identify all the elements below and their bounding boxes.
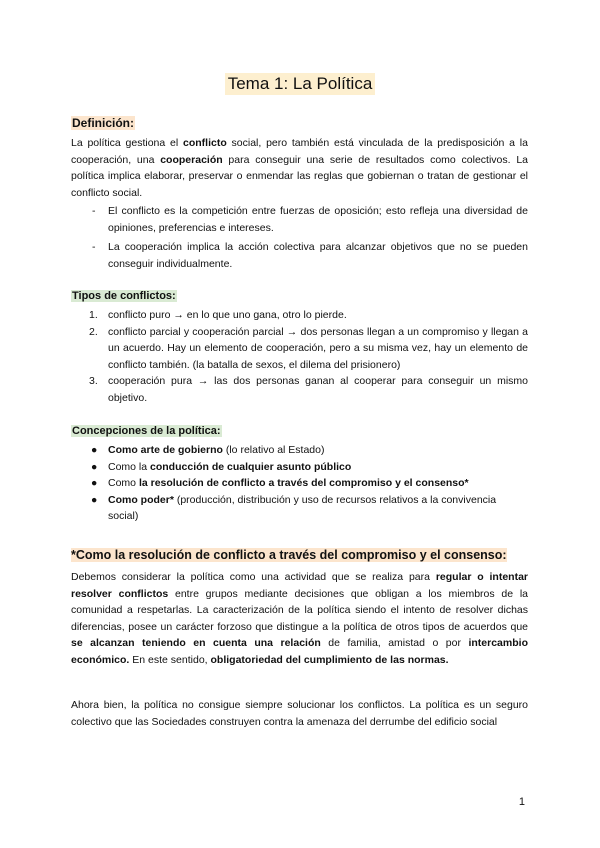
concepcion-bold: Como poder*	[108, 493, 174, 506]
concepcion-text: (producción, distribución y uso de recursos relativos a la convivencia social)	[108, 493, 497, 523]
definicion-paragraph	[71, 135, 528, 201]
definicion-text-1: La política gestiona el	[71, 137, 183, 149]
resolucion-paragraph-2: Ahora bien, la política no consigue siempre solucionar los conflictos. La política es un seguro colectivo que las Sociedades construyen contra la amenaza del derrumbe del edificio social	[71, 699, 528, 728]
list-item	[71, 475, 528, 492]
list-text: conflicto parcial y cooperación parcial → dos personas llegan a un compromiso y llegan a un acuerdo. Hay un elemento de cooperación, pero a su misma vez, hay un elemento de conflicto también. (la batalla de sexos, el dilema del prisionero)	[108, 325, 528, 371]
concepciones-heading-text: Concepciones de la política:	[72, 425, 221, 437]
concepcion-text: Como la	[108, 460, 151, 473]
resolucion-text: Debemos considerar la política como una actividad que se realiza para	[71, 571, 436, 583]
list-number: 2.	[89, 325, 98, 338]
definicion-text-2: social, pero también está vinculada de la predisposición a la cooperación, una	[71, 137, 528, 166]
list-item	[71, 459, 528, 476]
definicion-bold-1: conflicto	[182, 137, 227, 149]
list-number: 3.	[89, 375, 98, 388]
definicion-list	[71, 203, 528, 275]
list-item	[71, 373, 528, 406]
concepciones-list	[71, 442, 528, 525]
list-item: - El conflicto es la competición entre fuerzas de oposición; esto refleja una diversidad de opiniones, preferencias e intereses.	[71, 203, 528, 236]
bullet-icon: ●	[91, 460, 98, 473]
concepcion-bold: la resolución de conflicto a través del compromiso y el consenso*	[138, 477, 469, 490]
list-text: cooperación pura → las dos personas ganan al cooperar para conseguir un mismo objetivo.	[108, 375, 528, 404]
definicion-bold-2: cooperación	[160, 153, 223, 166]
list-item	[71, 307, 528, 324]
list-item: - La cooperación implica la acción colectiva para alcanzar objetivos que no se pueden conseguir individualmente.	[71, 239, 528, 272]
concepciones-heading	[71, 425, 222, 437]
title-container	[0, 73, 600, 95]
list-text: conflicto puro → en lo que uno gana, otro lo pierde.	[108, 309, 347, 321]
concepcion-text: (lo relativo al Estado)	[222, 444, 325, 456]
page-number: 1	[518, 796, 525, 808]
definicion-heading-text: Definición:	[72, 116, 134, 130]
resolucion-text: entre grupos mediante decisiones que obligan a los miembros de la comunidad a respetarlas. La caracterización de la política siendo el intento de resolver dichas diferencias, posee un carácter forzoso que distingue a la política de otros tipos de acuerdos que	[71, 587, 528, 633]
resolucion-bold: se alcanzan teniendo en cuenta una relación	[71, 637, 321, 650]
definicion-text-3: para conseguir una serie de resultados como colectivos. La política implica elaborar, preservar o enmendar las reglas que gobiernan o tratan de gestionar el conflicto social.	[71, 153, 529, 199]
page-title: Tema 1: La Política	[225, 73, 376, 95]
tipos-heading-text: Tipos de conflictos:	[72, 290, 176, 302]
resolucion-paragraph-1	[71, 569, 528, 669]
list-item	[71, 442, 528, 459]
bullet-icon: ●	[91, 477, 98, 490]
tipos-list	[71, 307, 528, 407]
concepcion-bold: Como arte de gobierno	[108, 444, 223, 456]
definicion-heading	[71, 116, 135, 130]
bullet-icon: ●	[91, 493, 98, 506]
list-item	[71, 492, 528, 525]
list-item	[71, 324, 528, 374]
resolucion-heading-text: *Como la resolución de conflicto a través del compromiso y el consenso:	[71, 548, 507, 562]
tipos-heading	[71, 290, 177, 302]
concepcion-text: Como	[108, 477, 139, 490]
bullet-icon: ●	[91, 444, 98, 456]
resolucion-bold: regular o intentar resolver conflictos	[71, 571, 528, 600]
resolucion-bold: intercambio económico.	[71, 637, 528, 666]
concepcion-bold: conducción de cualquier asunto público	[150, 460, 352, 473]
resolucion-bold: obligatoriedad del cumplimiento de las normas.	[210, 653, 449, 666]
resolucion-text: de familia, amistad o por	[320, 637, 469, 650]
resolucion-heading	[71, 548, 507, 562]
resolucion-text: En este sentido,	[129, 653, 211, 666]
list-number: 1.	[89, 309, 98, 321]
